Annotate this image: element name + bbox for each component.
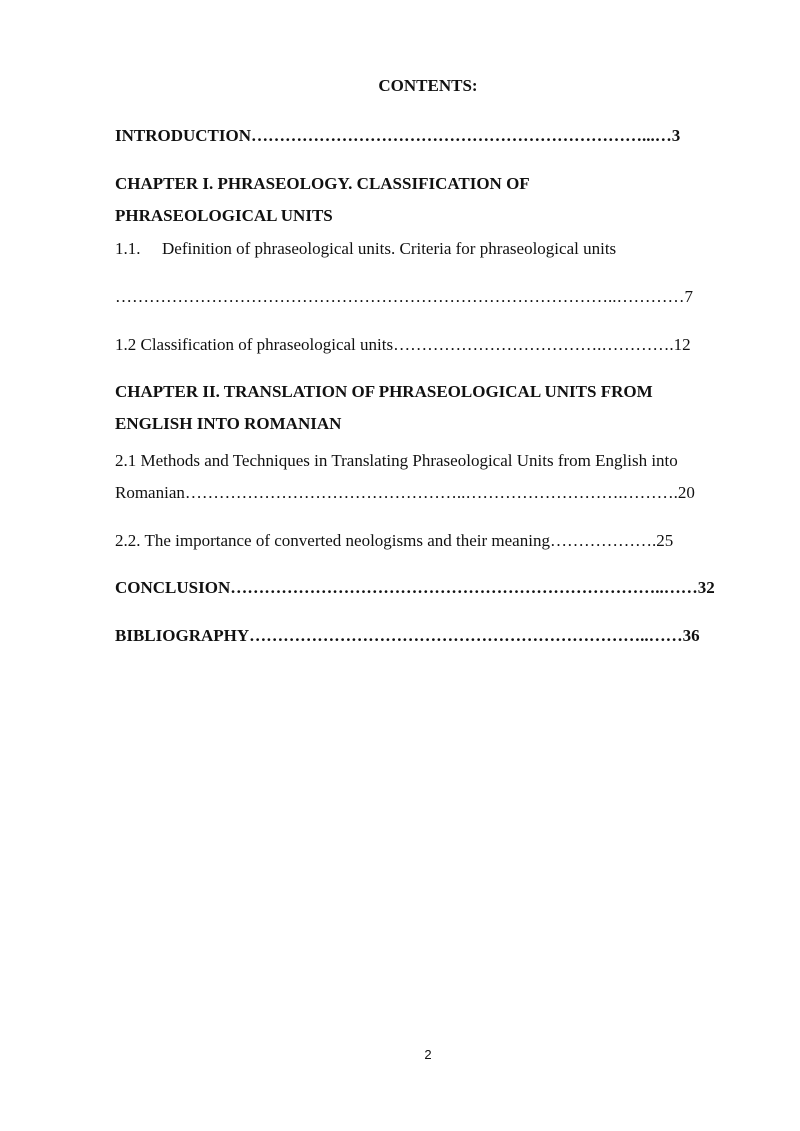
page-ref: 32 [697,578,715,597]
leader-dots: …………………………………………………………………..…… [230,578,698,597]
page-ref: 20 [677,483,695,502]
toc-entry-1-1 [115,237,741,261]
toc-entry-2-1-line-2 [115,481,741,505]
toc-entry-introduction [115,124,741,148]
chapter-1-title-line-2: PHRASEOLOGICAL UNITS [115,206,333,225]
leader-dots: ……………………………………………………………..…… [249,626,683,645]
entry-title: BIBLIOGRAPHY [115,626,250,645]
entry-title: 1.2 Classification of phraseological units [115,335,394,354]
chapter-2-title-line-1: CHAPTER II. TRANSLATION OF PHRASEOLOGICAL UNITS FROM [115,382,653,401]
leader-dots: ……………………………….…………. [393,335,674,354]
leader-dots: ……………………………………………………………………………..………… [115,287,685,306]
page-number: 2 [424,1047,432,1062]
entry-title: 2.2. The importance of converted neologisms and their meaning [115,531,550,550]
toc-entry-bibliography [115,624,741,648]
leader-dots: ……………………………………………………………... [251,126,655,145]
entry-title: Romanian [115,483,185,502]
section-number: 1.1. [115,239,141,258]
page-ref: …3 [654,126,681,145]
entry-title: CONCLUSION [115,578,231,597]
chapter-2-title-line-2: ENGLISH INTO ROMANIAN [115,414,342,433]
page-ref: 7 [684,287,693,306]
toc-entry-2-1-line-1: 2.1 Methods and Techniques in Translating Phraseological Units from English into [115,451,678,470]
entry-title: Definition of phraseological units. Criteria for phraseological units [162,239,617,258]
leader-dots: ………………. [549,531,657,550]
chapter-1-title-line-1: CHAPTER I. PHRASEOLOGY. CLASSIFICATION OF [115,174,530,193]
page-ref: 25 [656,531,674,550]
page-ref: 36 [682,626,700,645]
page-ref: 12 [673,335,691,354]
toc-entry-2-2 [115,529,741,553]
entry-title: INTRODUCTION [115,126,252,145]
toc-entry-conclusion [115,576,741,600]
leader-dots: …………………………………………..……………………….………. [184,483,678,502]
toc-entry-1-2 [115,333,741,357]
toc-entry-1-1-leader [115,285,741,309]
contents-heading: CONTENTS: [378,76,478,95]
